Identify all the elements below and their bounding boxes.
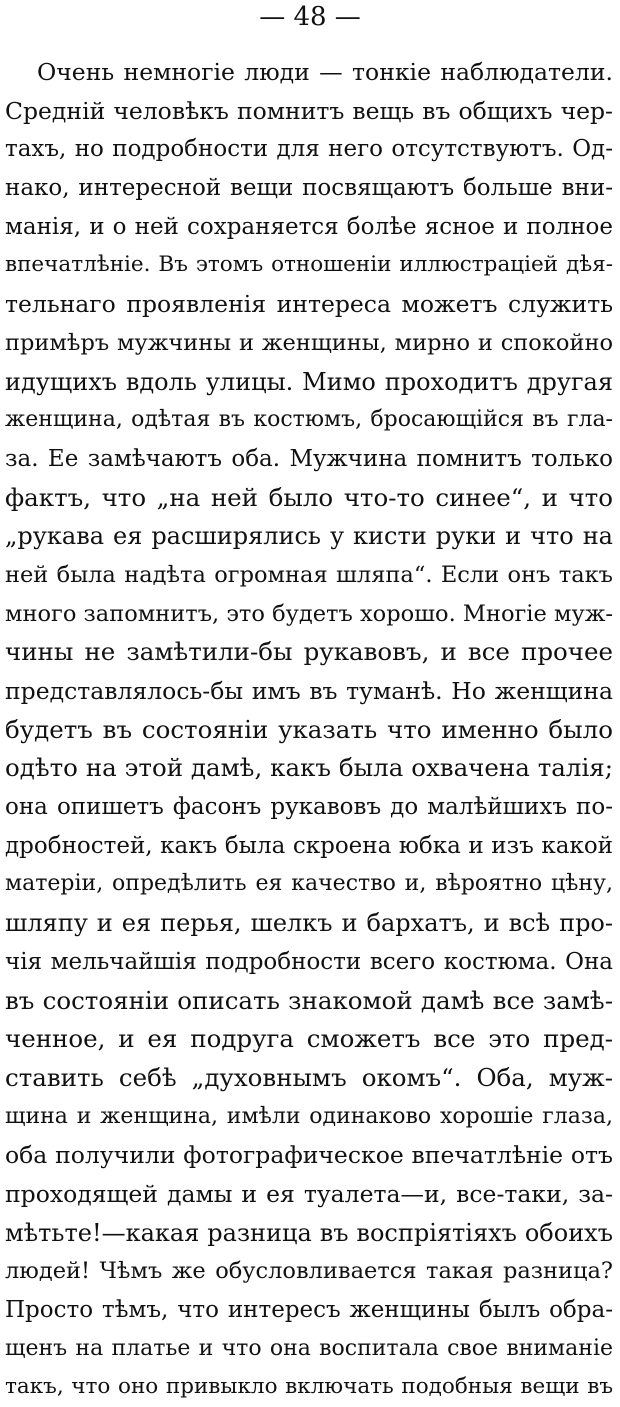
body-text [5, 53, 613, 1407]
text-line: женщина, одѣтая въ костюмъ, бросающійся въ гла- [5, 407, 613, 433]
text-line: такъ, что оно привыкло включать подобныя вещи въ [5, 1374, 613, 1400]
text-line: щенъ на платье и что она воспитала свое вниманіе [5, 1335, 613, 1361]
text-line: „рукава ея расширялись у кисти руки и что на [5, 522, 613, 551]
text-line: Просто тѣмъ, что интересъ женщины былъ обра- [5, 1297, 613, 1323]
text-line: много запомнитъ, это будетъ хорошо. Многіе муж- [5, 600, 613, 627]
text-line: щина и женщина, имѣли одинаково хорошіе глаза, [5, 1103, 613, 1129]
text-line: Средній человѣкъ помнитъ вещь въ общихъ чер- [5, 96, 613, 125]
text-line: будетъ въ состояніи указать что именно было [5, 714, 613, 744]
text-line: оба получили фотографическое впечатлѣніе отъ [5, 1141, 613, 1170]
text-line: чины не замѣтили-бы рукавовъ, и все прочее [5, 637, 613, 667]
text-line: тахъ, но подробности для него отсутствуютъ. Од- [5, 136, 613, 163]
text-line: за. Ее замѣчаютъ оба. Мужчина помнитъ только [5, 445, 613, 472]
text-line: людей! Чѣмъ же обусловливается такая разница? [5, 1258, 613, 1285]
text-line: нако, интересной вещи посвящаютъ больше вни- [5, 175, 613, 202]
text-line: въ состояніи описать знакомой дамѣ все замѣ- [5, 985, 613, 1015]
text-line: ней была надѣта огромная шляпа“. Если онъ такъ [5, 561, 613, 588]
page-number: — 48 — [259, 2, 361, 32]
text-line: тельнаго проявленія интереса можетъ служить [5, 290, 613, 319]
text-line: мѣтьте!—какая разница въ воспріятіяхъ обоихъ [5, 1218, 613, 1247]
text-line: матеріи, опредѣлить ея качество и, вѣроятно цѣну, [5, 871, 613, 897]
text-line: идущихъ вдоль улицы. Мимо проходитъ другая [5, 367, 613, 396]
text-line: манія, и о ней сохраняется болѣе ясное и полное [5, 213, 613, 240]
text-line: чія мельчайшія подробности всего костюма. Она [5, 948, 613, 975]
text-line: ставить себѣ „духовнымъ окомъ“. Оба, муж- [5, 1062, 613, 1092]
text-line: фактъ, что „на ней было что-то синее“, и что [5, 482, 613, 512]
text-line: впечатлѣніе. Въ этомъ отношеніи иллюстраціей дѣя- [5, 252, 613, 278]
text-line: примѣръ мужчины и женщины, мирно и спокойно [5, 329, 613, 356]
text-line: дробностей, какъ была скроена юбка и изъ какой [5, 832, 613, 859]
text-line: она опишетъ фасонъ рукавовъ до малѣйшихъ по- [5, 794, 613, 821]
text-line: шляпу и ея перья, шелкъ и бархатъ, и всѣ про- [5, 909, 613, 938]
text-line: Очень немногіе люди — тонкіе наблюдатели. [37, 58, 613, 86]
text-line: одѣто на этой дамѣ, какъ была охвачена талія; [5, 753, 613, 783]
text-line: проходящей дамы и ея туалета—и, все-таки, за- [5, 1179, 613, 1208]
text-line: ченное, и ея подруга сможетъ все это пред- [5, 1024, 613, 1054]
text-line: представлялось-бы имъ въ туманѣ. Но женщина [5, 677, 613, 705]
